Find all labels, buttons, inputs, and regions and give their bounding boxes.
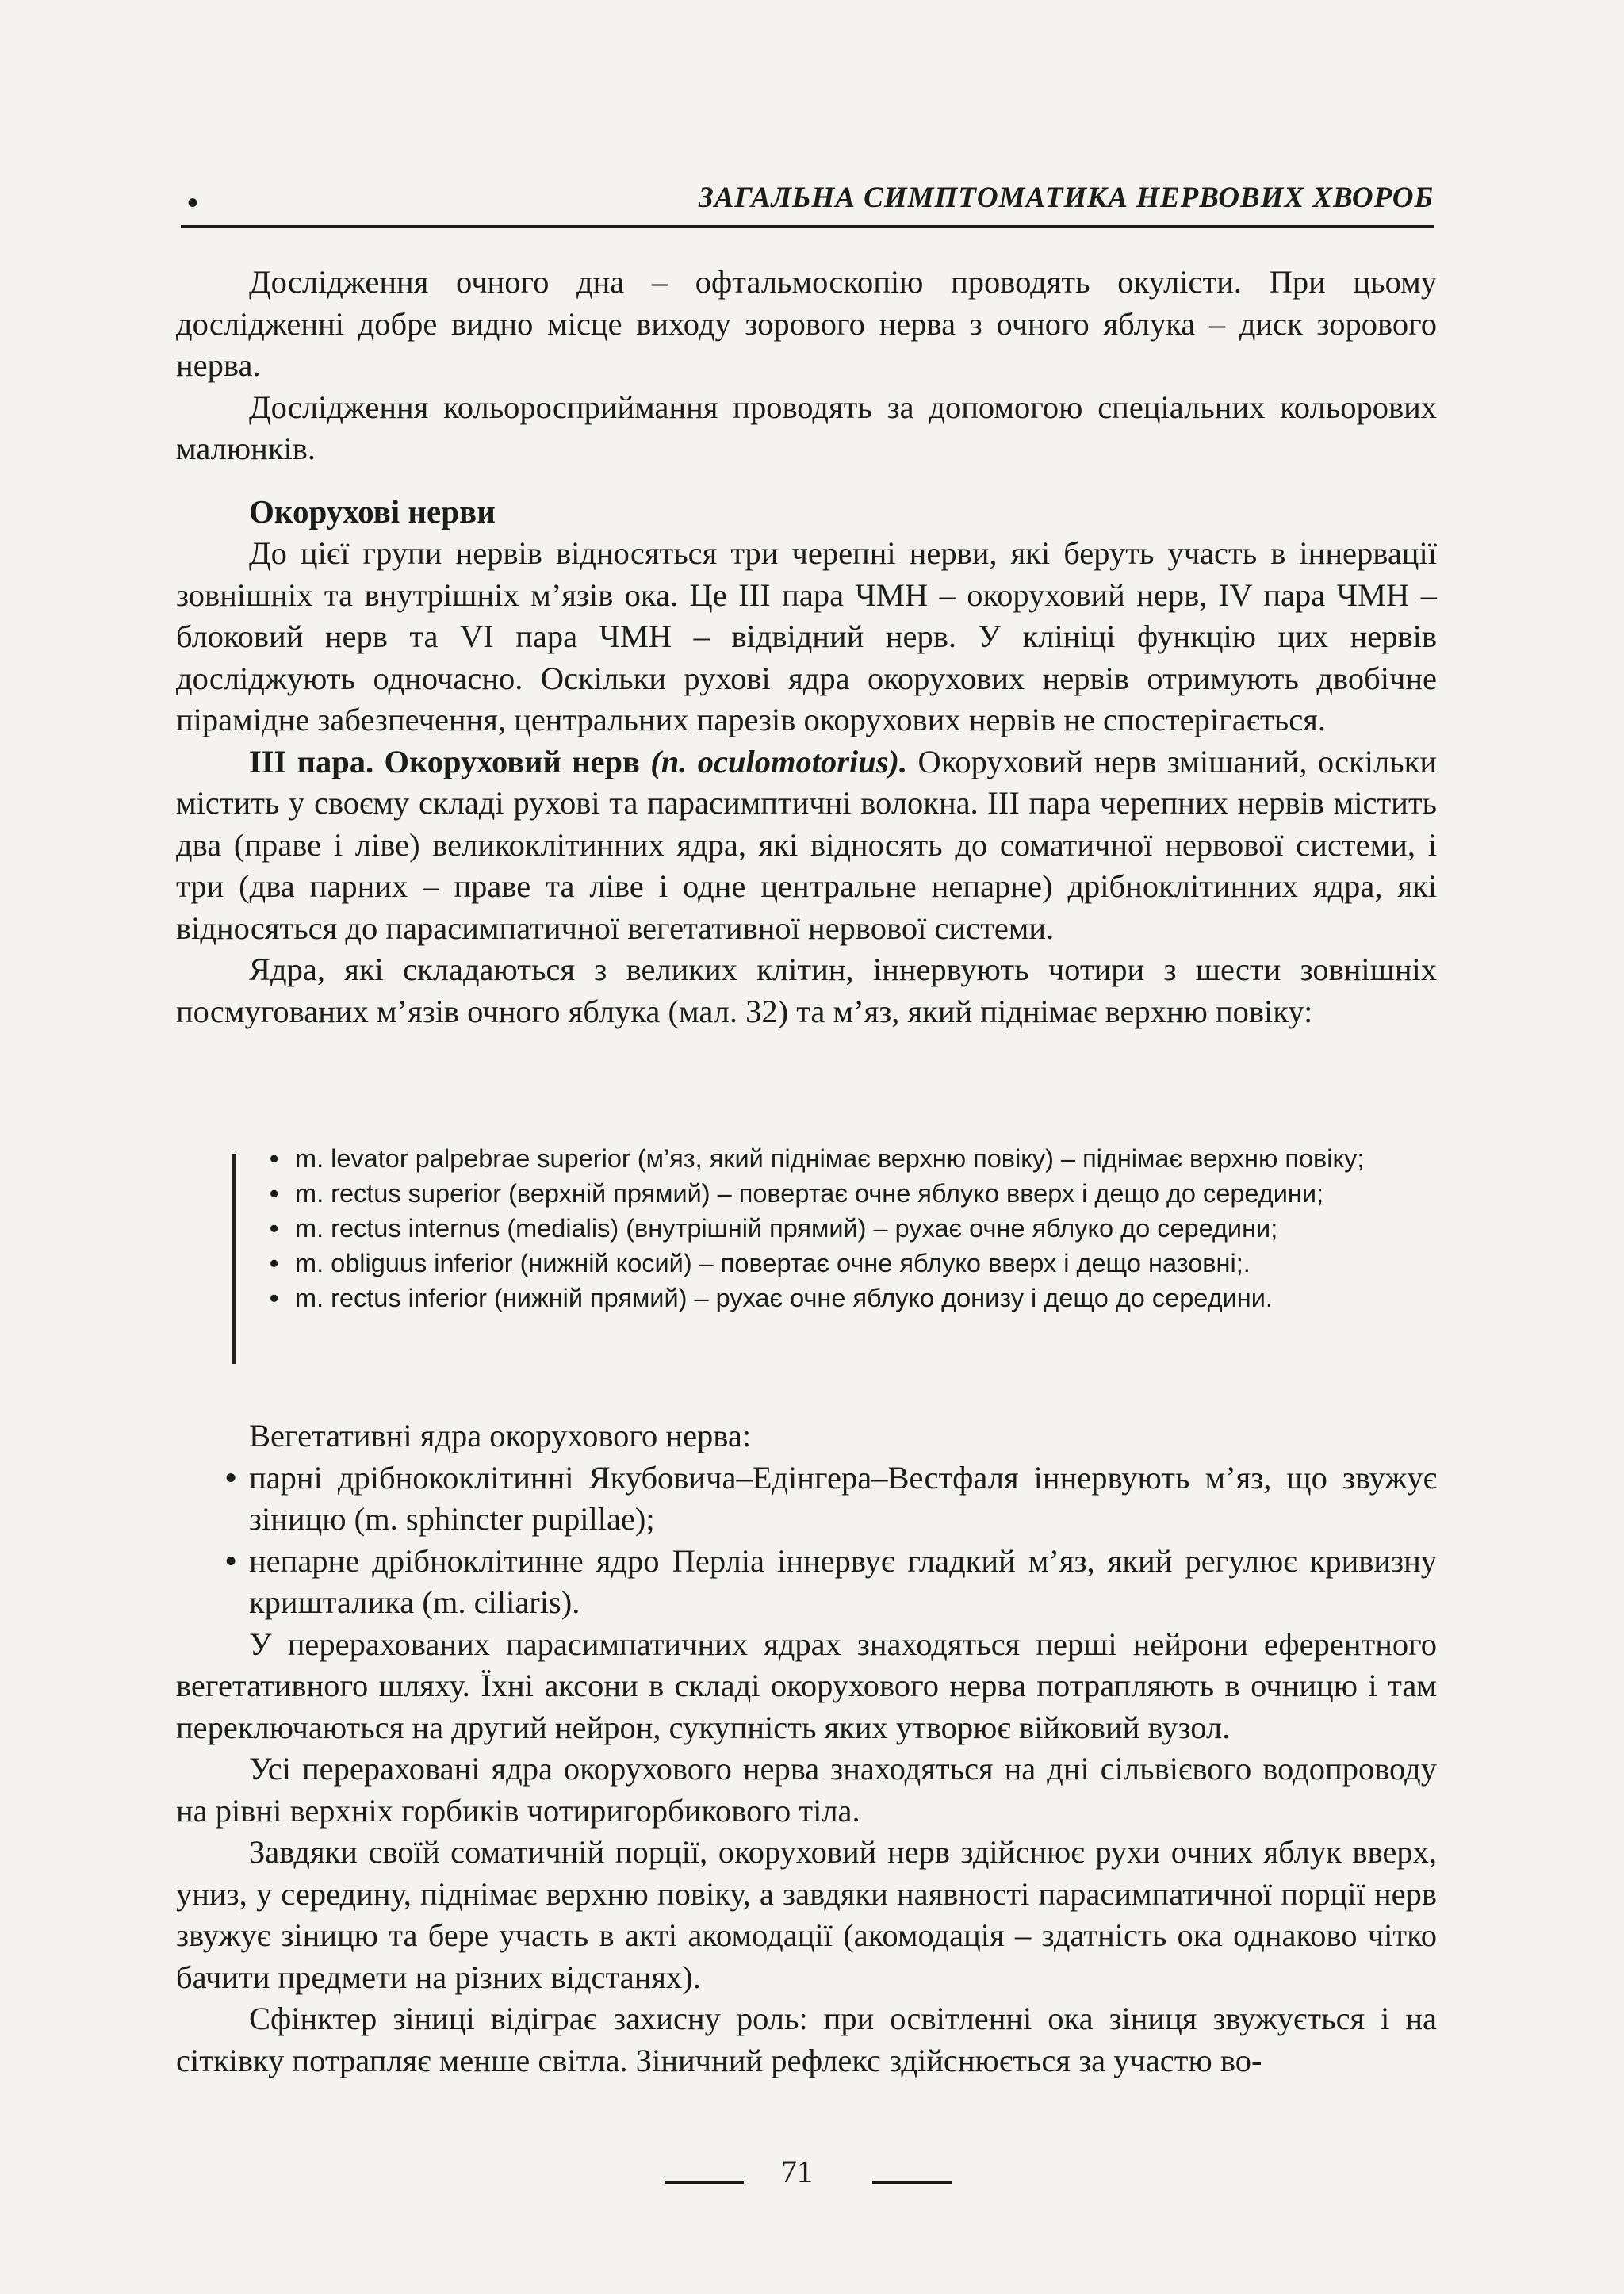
cn3-text: Окоруховий нерв змішаний, оскільки містить у своєму складі рухові та парасимптичні волокна. III пара черепних нервів містить два (праве і ліве) великоклітинних ядра, які відносять до соматичної нервової системи, і три (два парних – праве та ліве і одне центральне непарне) дрібноклітинних ядра, які відносяться до парасимпатичної вегетативної нервової системи. [176,743,1438,946]
section-paragraph-2 [176,741,1437,950]
section-paragraph-3: Ядра, які складаються з великих клітин, іннервують чотири з шести зовнішніх посмугованих м’язів очного яблука (мал. 32) та м’яз, який піднімає верхню повіку: [176,952,1437,1029]
list-item: • m. levator palpebrae superior (м’яз, який піднімає верхню повіку) – піднімає верхню повіку; [270,1142,1427,1175]
intro-paragraph-2: Дослідження кольоросприймання проводять за допомогою спеціальних кольорових малюнків. [176,389,1437,466]
list-item: • непарне дрібноклітинне ядро Перліа іннервує гладкий м’яз, який регулює кривизну кришталика (m. ciliaris). [225,1542,1437,1620]
footer-rule-left [665,2181,744,2184]
page-footer [0,2153,1624,2200]
section-paragraph-1: До цієї групи нервів відносяться три черепні нерви, які беруть участь в іннервації зовнішніх та внутрішніх м’язів ока. Це III пара ЧМН – окоруховий нерв, IV пара ЧМН – блоковий нерв та VI пара ЧМН – відвідний нерв. У клініці функцію цих нервів досліджують одночасно. Оскільки рухові ядра окорухових нервів отримують двобічне пірамідне забезпечення, центральних парезів окорухових нервів не спостерігається. [176,535,1437,737]
footer-rule-right [872,2181,952,2184]
running-header [181,176,1434,228]
veg-paragraph-2: Усі перераховані ядра окорухового нерва знаходяться на дні сільвієвого водопроводу на рівні верхніх горбиків чотиригорбикового тіла. [176,1751,1437,1829]
section-block [176,490,1437,1032]
veg-paragraph-1: У перерахованих парасимпатичних ядрах знаходяться перші нейрони еферентного вегетативного шляху. Їхні аксони в складі окорухового нерва потрапляють в очницю і там переключаються на другий нейрон, сукупність яких утворює війковий вузол. [176,1626,1437,1745]
cn3-title: III пара. Окоруховий нерв [249,743,651,779]
muscle-list [270,1142,1427,1316]
veg-paragraph-3: Завдяки своїй соматичній порції, окоруховий нерв здійснює рухи очних яблук вверх, униз, у середину, піднімає верхню повіку, а завдяки наявності парасимпатичної порції нерв звужує зіницю та бере участь в акті акомодації (акомодація – здатність ока однаково чітко бачити предмети на різних відстанях). [176,1834,1437,1995]
veg-paragraph-4: Сфінктер зіниці відіграє захисну роль: при освітленні ока зіниця звужується і на сітківку потрапляє менше світла. Зіничний рефлекс здійснюється за участю во- [176,2001,1437,2078]
side-bar [232,1154,236,1364]
page-number: 71 [781,2154,813,2189]
section-heading: Окорухові нерви [249,493,496,530]
header-bullet: • [187,185,199,220]
vegetative-block [176,1415,1437,2081]
list-item: • m. rectus inferior (нижній прямий) – рухає очне яблуко донизу і дещо до середини. [270,1281,1427,1315]
cn3-latin: (n. oculomotorius). [650,743,908,779]
intro-paragraph-1: Дослідження очного дна – офтальмоскопію проводять окулісти. При цьому дослідженні добре видно місце виходу зорового нерва з очного яблука – диск зорового нерва. [176,264,1437,383]
veg-list [176,1457,1437,1624]
list-item: • m. rectus superior (верхній прямий) – повертає очне яблуко вверх і дещо до середини; [270,1177,1427,1210]
list-item: • m. rectus internus (medialis) (внутрішній прямий) – рухає очне яблуко до середини; [270,1212,1427,1245]
intro-block [176,262,1437,470]
list-item: • m. obliguus inferior (нижній косий) – повертає очне яблуко вверх і дещо назовні;. [270,1247,1427,1280]
veg-heading: Вегетативні ядра окорухового нерва: [249,1418,752,1453]
header-title: ЗАГАЛЬНА СИМПТОМАТИКА НЕРВОВИХ ХВОРОБ [698,182,1434,214]
list-item: • парні дрібнококлітинні Якубовича–Едінгера–Вестфаля іннервують м’яз, що звужує зіницю (m. sphincter pupillae); [225,1459,1437,1537]
